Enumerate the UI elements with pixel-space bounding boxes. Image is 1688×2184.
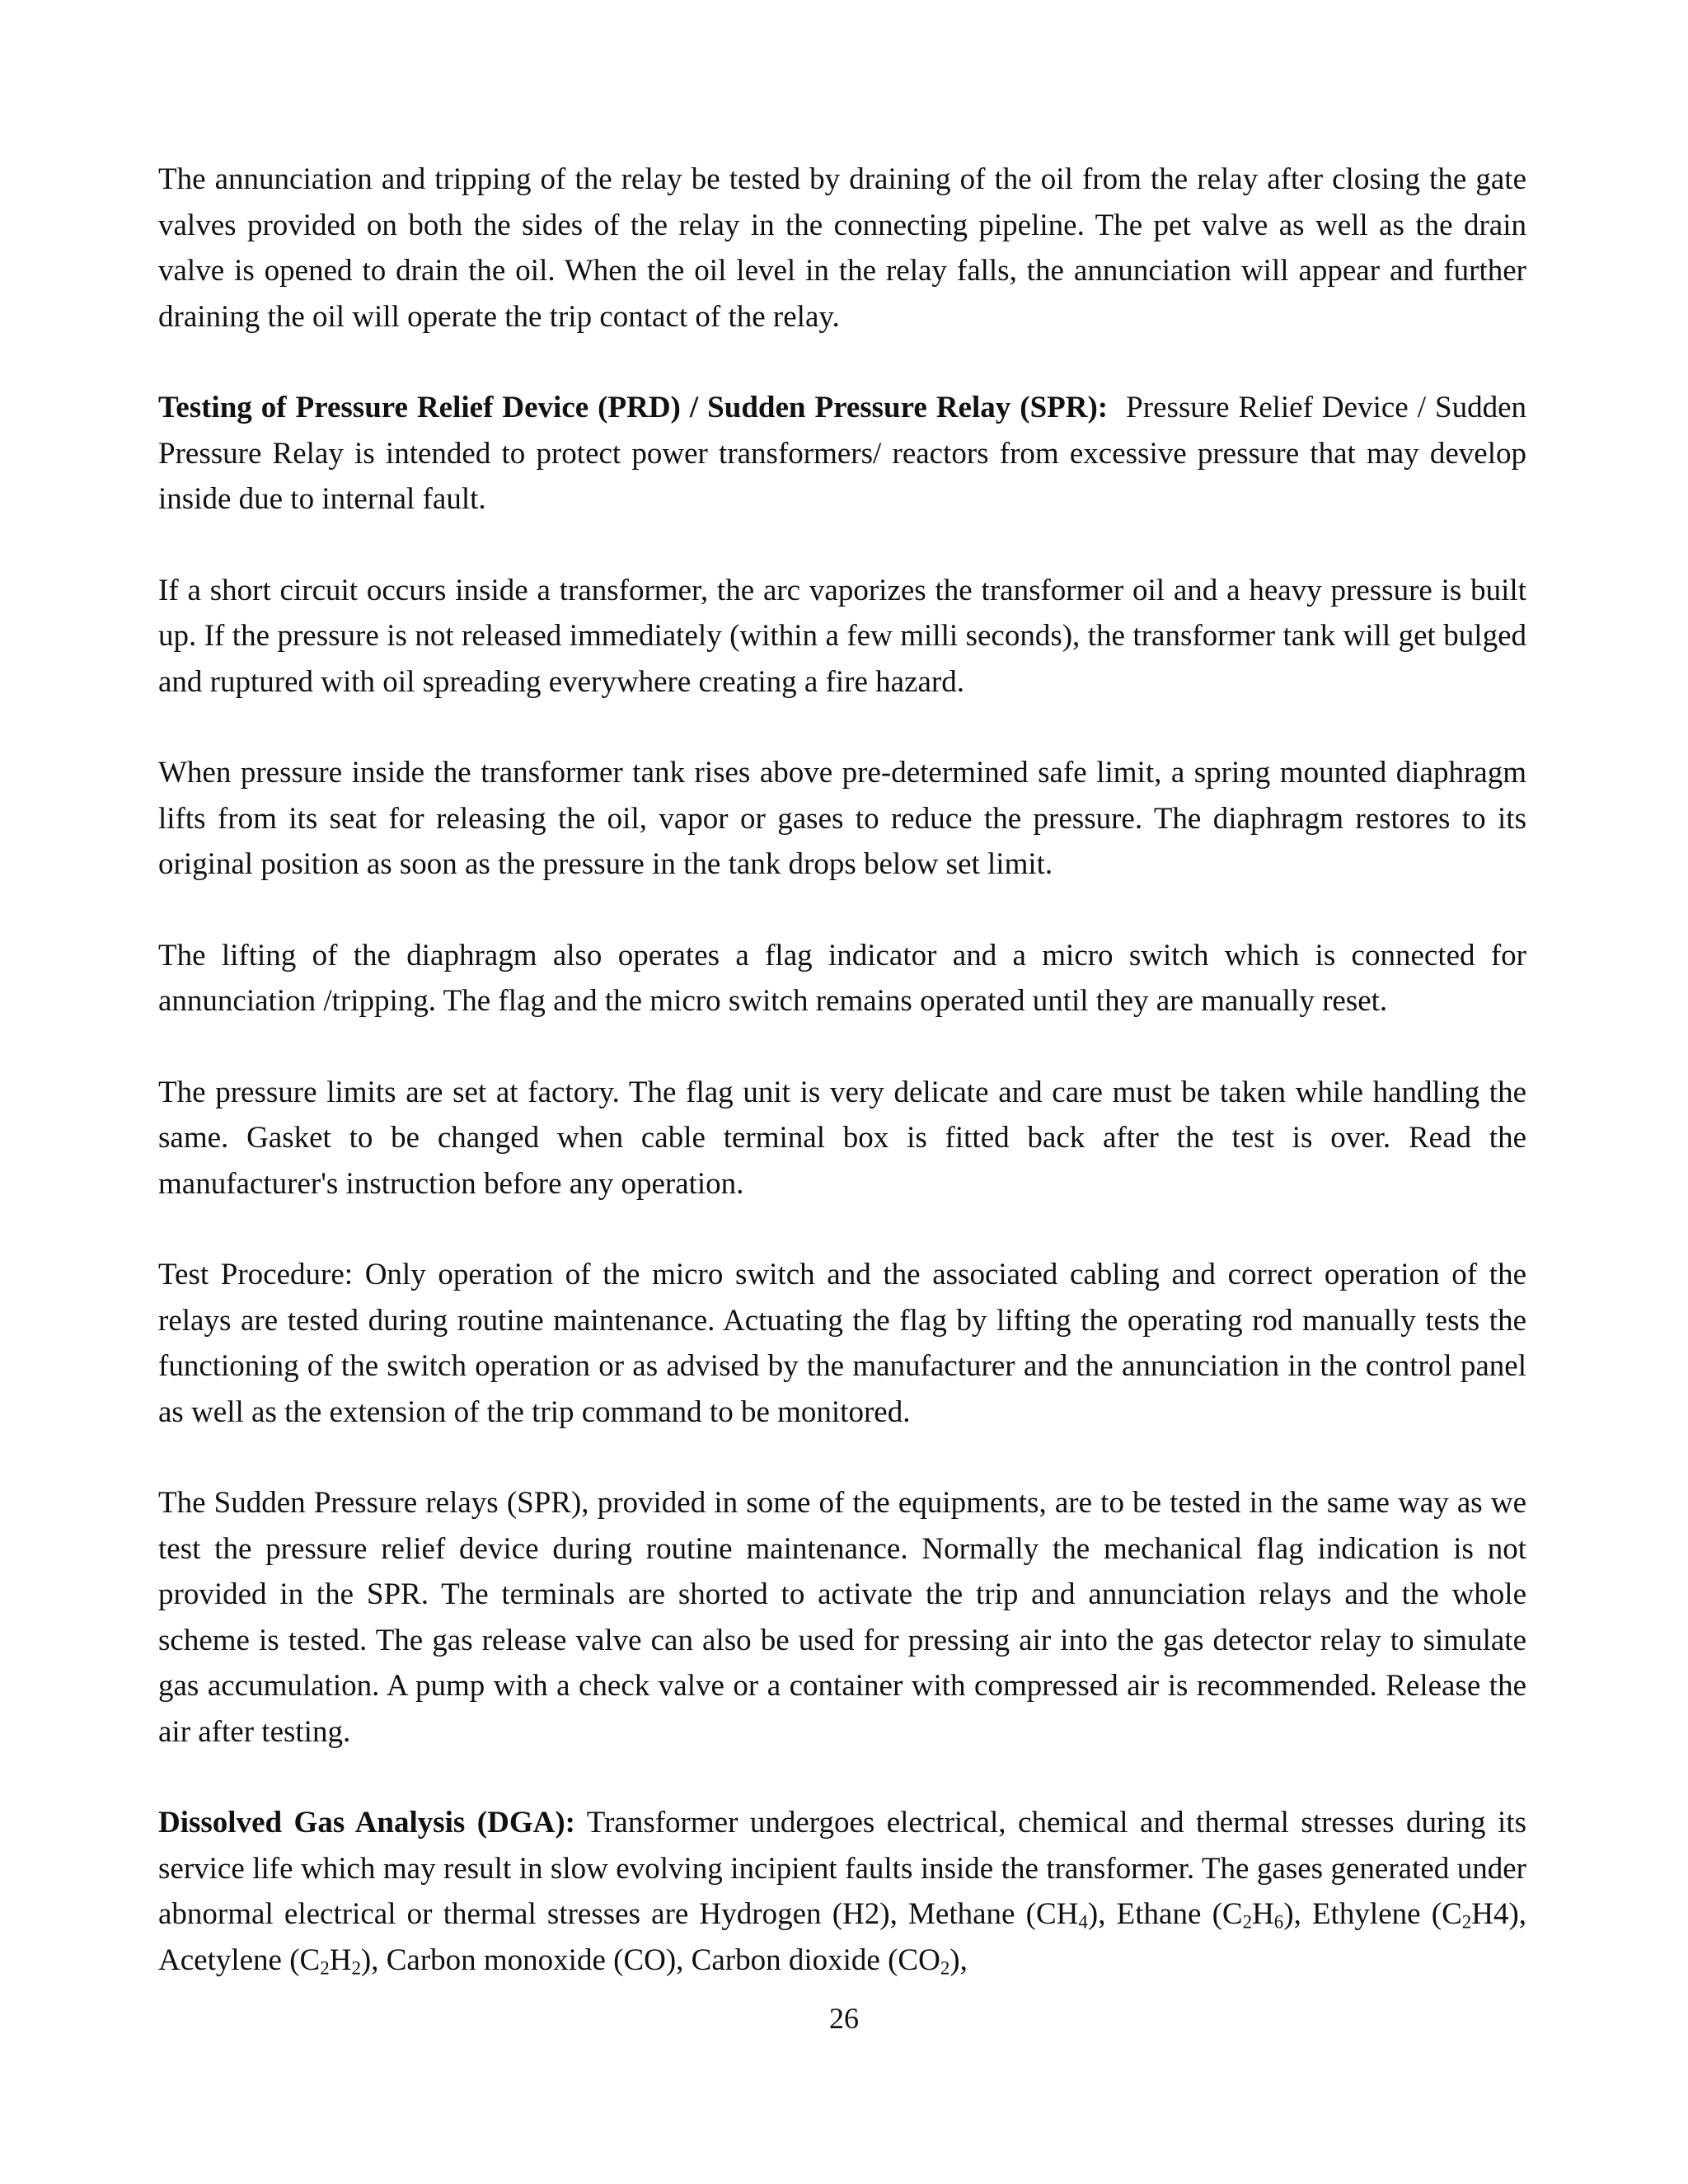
- paragraph-diaphragm-lift: When pressure inside the transformer tank rises above pre-determined safe limit, a spring mounted diaphragm lifts from its seat for releasing the oil, vapor or gases to reduce the pressure. The diaphragm restores to its original position as soon as the pressure in the tank drops below set limit.: [158, 756, 1526, 881]
- subscript: 2: [1242, 1911, 1253, 1933]
- dga-text-b: ), Ethane (C: [1087, 1897, 1243, 1931]
- subscript: 6: [1273, 1911, 1284, 1933]
- subscript: 2: [940, 1957, 950, 1979]
- dga-text-f: H: [329, 1943, 352, 1977]
- paragraph-spr-testing: The Sudden Pressure relays (SPR), provided in some of the equipments, are to be tested in the same way as we test the pressure relief device during routine maintenance. Normally the mechanical flag indication is not provided in the SPR. The terminals are shorted to activate the trip and annunciation relays and the whole scheme is tested. The gas release valve can also be used for pressing air into the gas detector relay to simulate gas accumulation. A pump with a check valve or a container with compressed air is recommended. Release the air after testing.: [158, 1486, 1526, 1749]
- paragraph-pressure-limits: The pressure limits are set at factory. The flag unit is very delicate and care must be taken while handling the same. Gasket to be changed when cable terminal box is fitted back after the test is over. Read the manufacturer's instruction before any operation.: [158, 1075, 1526, 1201]
- subscript: 2: [351, 1957, 361, 1979]
- dga-text-h: ),: [950, 1943, 968, 1977]
- paragraph-short-circuit: If a short circuit occurs inside a transformer, the arc vaporizes the transformer oil and a heavy pressure is built up. If the pressure is not released immediately (within a few milli seconds), the transformer tank will get bulged and ruptured with oil spreading everywhere creating a fire hazard.: [158, 573, 1526, 699]
- section-heading-prd-spr: Testing of Pressure Relief Device (PRD) / Sudden Pressure Relay (SPR):: [158, 391, 1109, 424]
- paragraph-relay-annunciation-test: The annunciation and tripping of the relay be tested by draining of the oil from the relay after closing the gate valves provided on both the sides of the relay in the connecting pipeline. The pet valve as well as the drain valve is opened to drain the oil. When the oil level in the relay falls, the annunciation will appear and further draining the oil will operate the trip contact of the relay.: [158, 162, 1526, 334]
- document-page: [158, 157, 1526, 1983]
- dga-text-a: Transformer undergoes electrical, chemical and thermal stresses during its service life which may result in slow evolving incipient faults inside the transformer. The gases generated under abnormal electrical or thermal stresses are Hydrogen (H2), Methane (CH: [158, 1806, 1526, 1931]
- dga-text-c: H: [1252, 1897, 1274, 1931]
- subscript: 4: [1078, 1911, 1088, 1933]
- paragraph-dga: [158, 1800, 1526, 1983]
- paragraph-prd-spr-intro: [158, 385, 1526, 523]
- page-number: 26: [829, 2002, 859, 2035]
- subscript: 2: [1461, 1911, 1472, 1933]
- dga-text-g: ), Carbon monoxide (CO), Carbon dioxide (CO: [360, 1943, 940, 1977]
- section-heading-dga: Dissolved Gas Analysis (DGA):: [158, 1806, 575, 1840]
- dga-text-d: ), Ethylene (C: [1283, 1897, 1462, 1931]
- subscript: 2: [320, 1957, 330, 1979]
- paragraph-flag-indicator: The lifting of the diaphragm also operates a flag indicator and a micro switch which is connected for annunciation /tripping. The flag and the micro switch remains operated until they are manually reset.: [158, 938, 1526, 1018]
- dga-text-e: H4), Acetylene (C: [158, 1897, 1527, 1977]
- paragraph-prd-spr-body: Pressure Relief Device / Sudden Pressure Relay is intended to protect power transformers/ reactors from excessive pressure that may develop inside due to internal fault.: [158, 391, 1526, 516]
- paragraph-test-procedure: Test Procedure: Only operation of the micro switch and the associated cabling and correct operation of the relays are tested during routine maintenance. Actuating the flag by lifting the operating rod manually tests the functioning of the switch operation or as advised by the manufacturer and the annunciation in the control panel as well as the extension of the trip command to be monitored.: [158, 1258, 1526, 1429]
